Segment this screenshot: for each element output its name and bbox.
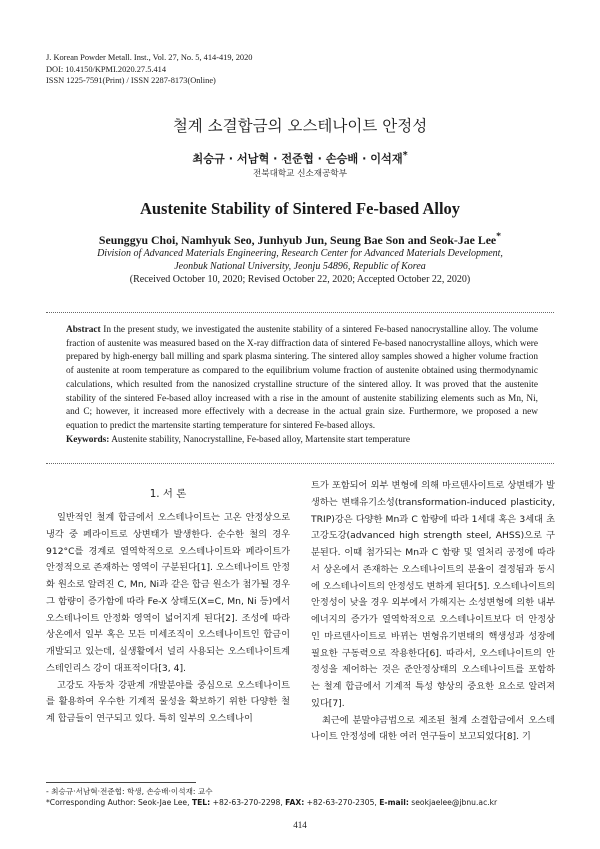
- corresponding-mark: *: [496, 231, 502, 242]
- keywords-label: Keywords:: [66, 435, 110, 445]
- email-address: seokjaelee@jbnu.ac.kr: [408, 798, 498, 807]
- english-author-names: Seunggyu Choi, Namhyuk Seo, Junhyub Jun, Seung Bae Son and Seok-Jae Lee: [98, 232, 497, 247]
- top-divider: [46, 312, 554, 313]
- right-column: [311, 478, 555, 746]
- english-title: Austenite Stability of Sintered Fe-based Alloy: [139, 199, 461, 218]
- english-authors: [0, 231, 600, 248]
- tel-label: TEL:: [191, 798, 211, 807]
- journal-doi: DOI: 10.4150/KPMI.2020.27.5.414: [46, 64, 167, 74]
- abstract-label: Abstract: [66, 325, 101, 335]
- keywords-text: Austenite stability, Nanocrystalline, Fe-based alloy, Martensite start temperature: [109, 435, 410, 445]
- section-heading: 1. 서 론: [149, 488, 187, 500]
- affiliation-line-2: Jeonbuk National University, Jeonju 54896, Republic of Korea: [174, 260, 426, 272]
- korean-affiliation: 전북대학교 신소재공학부: [252, 169, 348, 179]
- journal-issn: ISSN 1225-7591(Print) / ISSN 2287-8173(Online): [46, 76, 216, 85]
- fax-number: +82-63-270-2305,: [304, 798, 380, 807]
- left-column: [46, 510, 290, 728]
- tel-number: +82-63-270-2298,: [210, 798, 286, 807]
- abstract: [66, 324, 538, 434]
- korean-author-names: 최승규 · 서남혁 · 전준협 · 손승배 · 이석재: [192, 152, 403, 166]
- received-dates: (Received October 10, 2020; Revised October 22, 2020; Accepted October 22, 2020): [129, 274, 471, 285]
- korean-title: 철계 소결합금의 오스테나이트 안정성: [172, 117, 428, 135]
- body-paragraph: 일반적인 철계 합금에서 오스테나이트는 고온 안정상으로 냉각 중 페라이트로 상변태가 발생한다. 순수한 철의 경우 912°C를 경계로 열역학적으로 오스테나이트와 페라이트가 안정적으로 존재하는 영역이 구분된다[1]. 오스테나이트 안정화 원소로 알려진 C, Mn, Ni과 같은 합금 원소가 첨가될 경우 그 함량이 증가함에 따라 Fe-X 상태도(X=C, Mn, Ni 등)에서 오스테나이트 안정화 영역이 넓어지게 된다[2]. 조성에 따라 상온에서 일부 혹은 모든 미세조직이 오스테나이트인 합금이 개발되고 있는데, 실생활에서 널리 사용되는 오스테나이트계 스테인리스 강이 대표적이다[3, 4].: [46, 512, 290, 674]
- body-paragraph: 트가 포함되어 외부 변형에 의해 마르텐사이트로 상변태가 발생하는 변태유기소성(transformation-induced plasticity, TRIP)강은 다양한 Mn과 C 함량에 따라 1세대 혹은 3세대 초고강도강(advanced high strength steel, AHSS)으로 구분된다. 이때 첨가되는 Mn과 C 함량 및 열처리 공정에 따라서 상온에서 존재하는 오스테나이트의 분율이 결정됨과 동시에 오스테나이트의 안정성도 변하게 된다[5]. 오스테나이트의 안정성이 낮을 경우 외부에서 가해지는 소성변형에 의한 내부 에너지의 증가가 열역학적으로 오스테나이트보다 더 안정상인 마르텐사이트로 바뀌는 변형유기변태의 핵생성과 성장에 필요한 구동력으로 작용한다[6]. 따라서, 오스테나이트의 안정성을 제어하는 것은 준안정상태의 오스테나이트를 포함하는 철계 합금에서 기계적 특성 향상의 중요한 요소로 알려져 있다[7].: [311, 480, 555, 709]
- footnotes: [46, 786, 556, 808]
- page-number: 414: [293, 820, 307, 830]
- journal-info: [46, 52, 253, 87]
- email-label: E-mail:: [379, 798, 409, 807]
- corresponding-mark: *: [402, 150, 408, 161]
- affiliation-line-1: Division of Advanced Materials Engineering, Research Center for Advanced Materials Development,: [97, 248, 503, 259]
- english-affiliation: [0, 248, 600, 273]
- journal-citation: J. Korean Powder Metall. Inst., Vol. 27, No. 5, 414-419, 2020: [46, 53, 253, 62]
- keywords: [66, 435, 538, 445]
- fax-label: FAX:: [285, 798, 305, 807]
- authors-note: - 최승규·서남혁·전준협: 학생, 손승배·이석재: 교수: [46, 787, 213, 796]
- footnote-divider: [46, 782, 196, 783]
- body-paragraph: 고강도 자동차 강판계 개발분야를 중심으로 오스테나이트를 활용하여 우수한 기계적 물성을 확보하기 위한 다양한 철계 합금들이 연구되고 있다. 특히 일부의 오스테나이: [46, 679, 290, 724]
- corresponding-author-note: [46, 797, 556, 808]
- bottom-divider: [46, 463, 554, 464]
- korean-authors: [0, 150, 600, 167]
- corresponding-author: *Corresponding Author: Seok-Jae Lee,: [46, 798, 192, 807]
- abstract-text: In the present study, we investigated the austenite stability of a sintered Fe-based nanocrystalline alloy. The volume fraction of austenite was measured based on the X-ray diffraction data of sintered Fe-based nanocrystalline alloys, which were prepared by high-energy ball milling and spark plasma sintering. The sintered alloy samples showed a higher volume fraction of austenite at room temperature as compared to the equilibrium volume fraction of austenite obtained using thermodynamic calculations, which resulted from the nanosized crystalline structure of the sintered alloy. It was proved that the austenite stability of the sintered Fe-based alloy increased with a rise in the amount of austenite stabilizing elements such as Mn, Ni, and C; however, it increased more effectively with a decrease in the actual grain size. Furthermore, we proposed a new equation to predict the martensite starting temperature for sintered Fe-based alloys.: [66, 325, 538, 431]
- body-paragraph: 최근에 분말야금법으로 제조된 철계 소결합금에서 오스테나이트 안정성에 대한 여러 연구들이 보고되었다[8]. 기: [311, 714, 555, 743]
